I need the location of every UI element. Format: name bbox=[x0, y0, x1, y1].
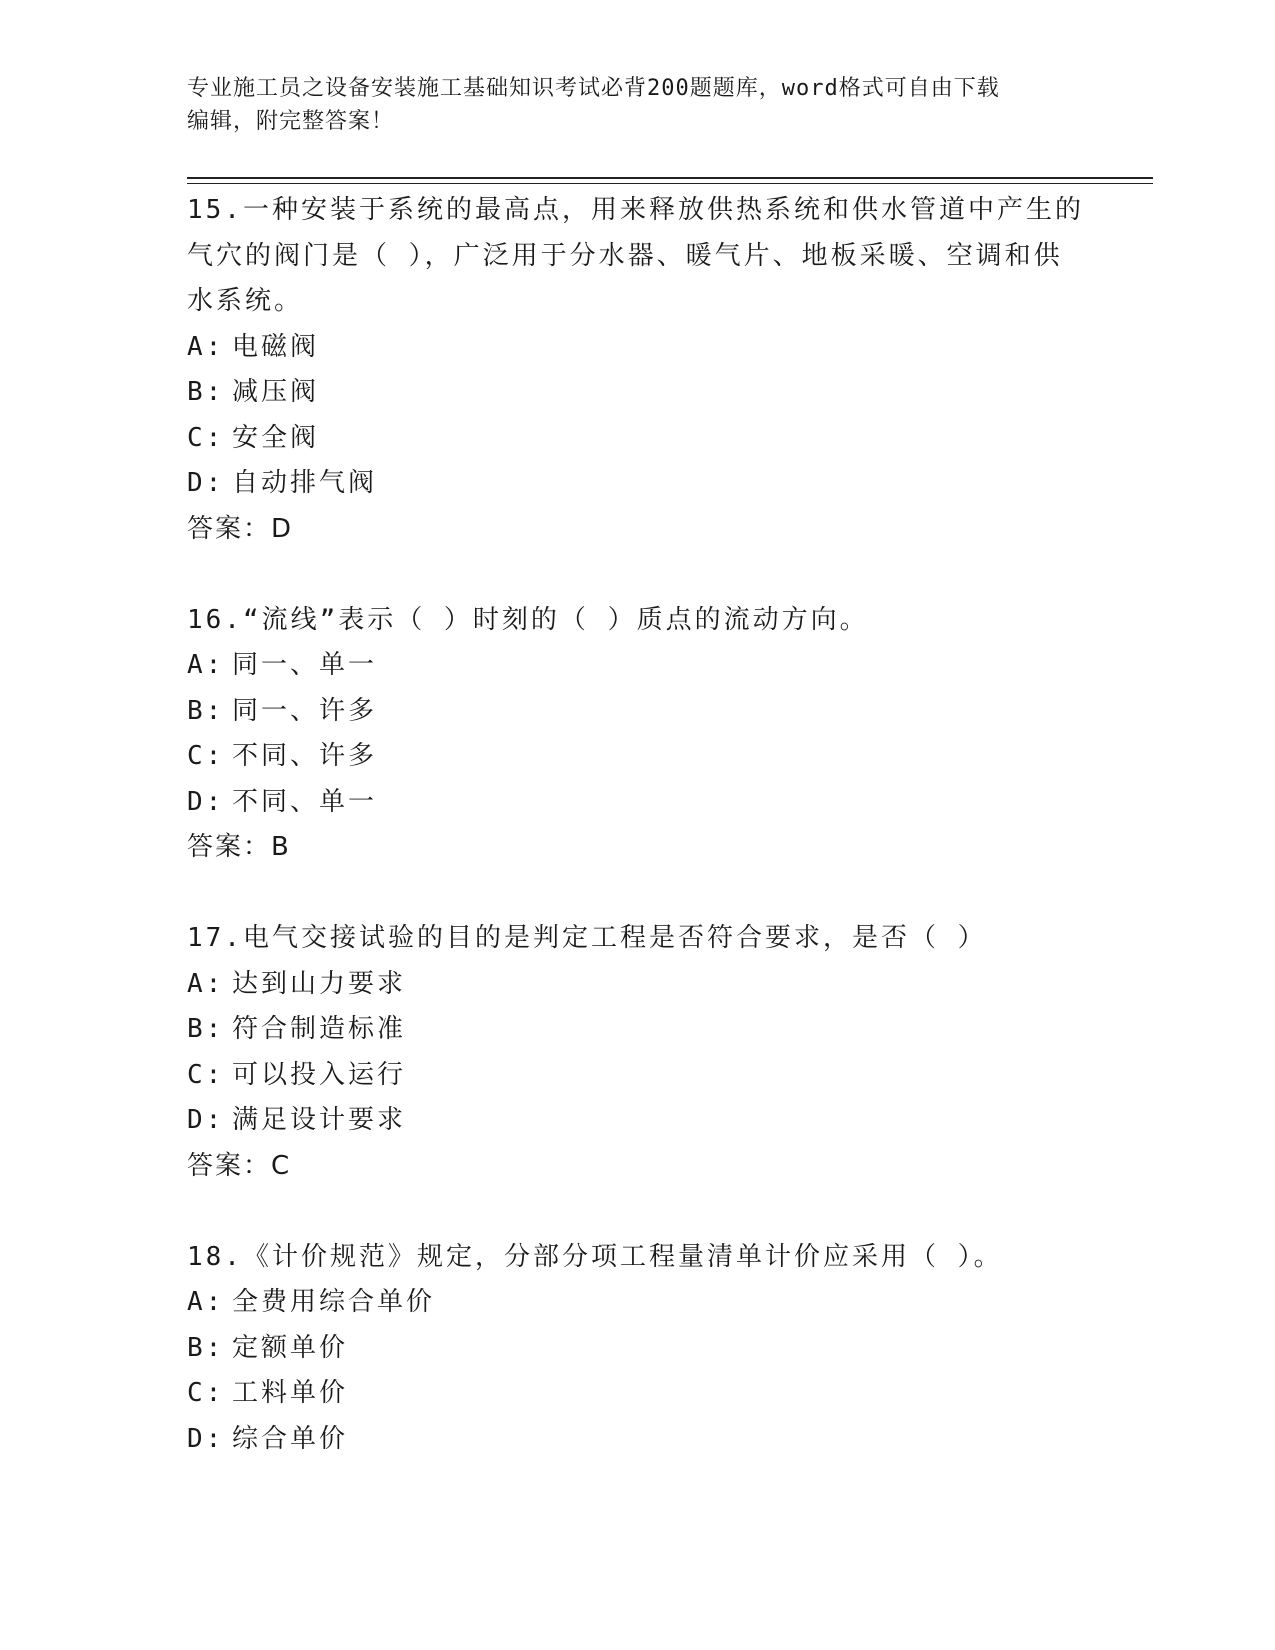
option-text: 电磁阀 bbox=[232, 331, 320, 362]
option-letter: B: bbox=[187, 377, 225, 407]
answer-option bbox=[187, 1053, 1087, 1099]
question-gap bbox=[187, 871, 1087, 917]
answer-option bbox=[187, 689, 1087, 735]
option-letter: A: bbox=[187, 650, 225, 680]
answer-option bbox=[187, 1098, 1087, 1144]
option-letter: B: bbox=[187, 1332, 225, 1363]
question-text-line: 16.“流线”表示（ ）时刻的（ ）质点的流动方向。 bbox=[187, 604, 869, 635]
option-text: 自动排气阀 bbox=[232, 468, 378, 498]
option-letter: A: bbox=[187, 1287, 225, 1317]
option-letter: A: bbox=[187, 331, 225, 362]
answer-key: 答案：D bbox=[187, 513, 294, 544]
option-text: 定额单价 bbox=[232, 1332, 349, 1363]
answer-option bbox=[187, 962, 1087, 1008]
option-text: 不同、单一 bbox=[232, 786, 378, 817]
question-gap bbox=[187, 552, 1087, 598]
option-text: 符合制造标准 bbox=[232, 1014, 407, 1044]
question-text-line: 气穴的阀门是（ ），广泛用于分水器、暖气片、地板采暖、空调和供 bbox=[187, 240, 1063, 271]
option-text: 综合单价 bbox=[232, 1423, 349, 1454]
option-text: 满足设计要求 bbox=[232, 1105, 407, 1135]
option-text: 同一、单一 bbox=[232, 650, 378, 680]
answer-option bbox=[187, 643, 1087, 689]
answer-key: 答案：B bbox=[187, 832, 291, 862]
header-title-line-1: 专业施工员之设备安装施工基础知识考试必背200题题库，word格式可自由下载 bbox=[187, 76, 1000, 101]
option-letter: C: bbox=[187, 741, 225, 771]
question-block bbox=[187, 188, 1087, 598]
option-text: 减压阀 bbox=[232, 377, 320, 407]
question-block bbox=[187, 916, 1087, 1235]
answer-option bbox=[187, 1371, 1087, 1417]
answer-option bbox=[187, 1007, 1087, 1053]
answer-option bbox=[187, 370, 1087, 416]
answer-option bbox=[187, 325, 1087, 371]
answer-option bbox=[187, 461, 1087, 507]
option-letter: D: bbox=[187, 468, 225, 498]
answer-option bbox=[187, 1326, 1087, 1372]
question-list bbox=[187, 188, 1087, 1462]
option-text: 同一、许多 bbox=[232, 695, 378, 726]
option-text: 达到山力要求 bbox=[232, 968, 407, 999]
question-gap bbox=[187, 1189, 1087, 1235]
header-divider-thick bbox=[187, 177, 1153, 179]
answer-option bbox=[187, 416, 1087, 462]
answer-key: 答案：C bbox=[187, 1150, 292, 1181]
document-header bbox=[187, 72, 1067, 138]
option-letter: D: bbox=[187, 786, 225, 817]
option-text: 可以投入运行 bbox=[232, 1059, 407, 1090]
question-block bbox=[187, 1235, 1087, 1463]
option-letter: C: bbox=[187, 1378, 225, 1408]
option-letter: A: bbox=[187, 968, 225, 999]
answer-option bbox=[187, 780, 1087, 826]
question-text-line: 水系统。 bbox=[187, 286, 304, 316]
option-text: 全费用综合单价 bbox=[232, 1287, 436, 1317]
option-text: 不同、许多 bbox=[232, 741, 378, 771]
option-letter: B: bbox=[187, 695, 225, 726]
question-text-line: 17.电气交接试验的目的是判定工程是否符合要求，是否（ ） bbox=[187, 923, 987, 953]
option-letter: D: bbox=[187, 1423, 225, 1454]
question-text-line: 18.《计价规范》规定，分部分项工程量清单计价应采用（ ）。 bbox=[187, 1241, 1003, 1272]
option-letter: D: bbox=[187, 1105, 225, 1135]
option-letter: B: bbox=[187, 1014, 225, 1044]
question-text-line: 15.一种安装于系统的最高点，用来释放供热系统和供水管道中产生的 bbox=[187, 195, 1084, 225]
option-text: 安全阀 bbox=[232, 422, 320, 453]
option-letter: C: bbox=[187, 422, 225, 453]
answer-option bbox=[187, 734, 1087, 780]
option-letter: C: bbox=[187, 1059, 225, 1090]
question-block bbox=[187, 598, 1087, 917]
answer-option bbox=[187, 1280, 1087, 1326]
header-divider-thin bbox=[187, 183, 1153, 184]
header-title-line-2: 编辑，附完整答案！ bbox=[187, 109, 395, 134]
answer-option bbox=[187, 1417, 1087, 1463]
option-text: 工料单价 bbox=[232, 1378, 349, 1408]
